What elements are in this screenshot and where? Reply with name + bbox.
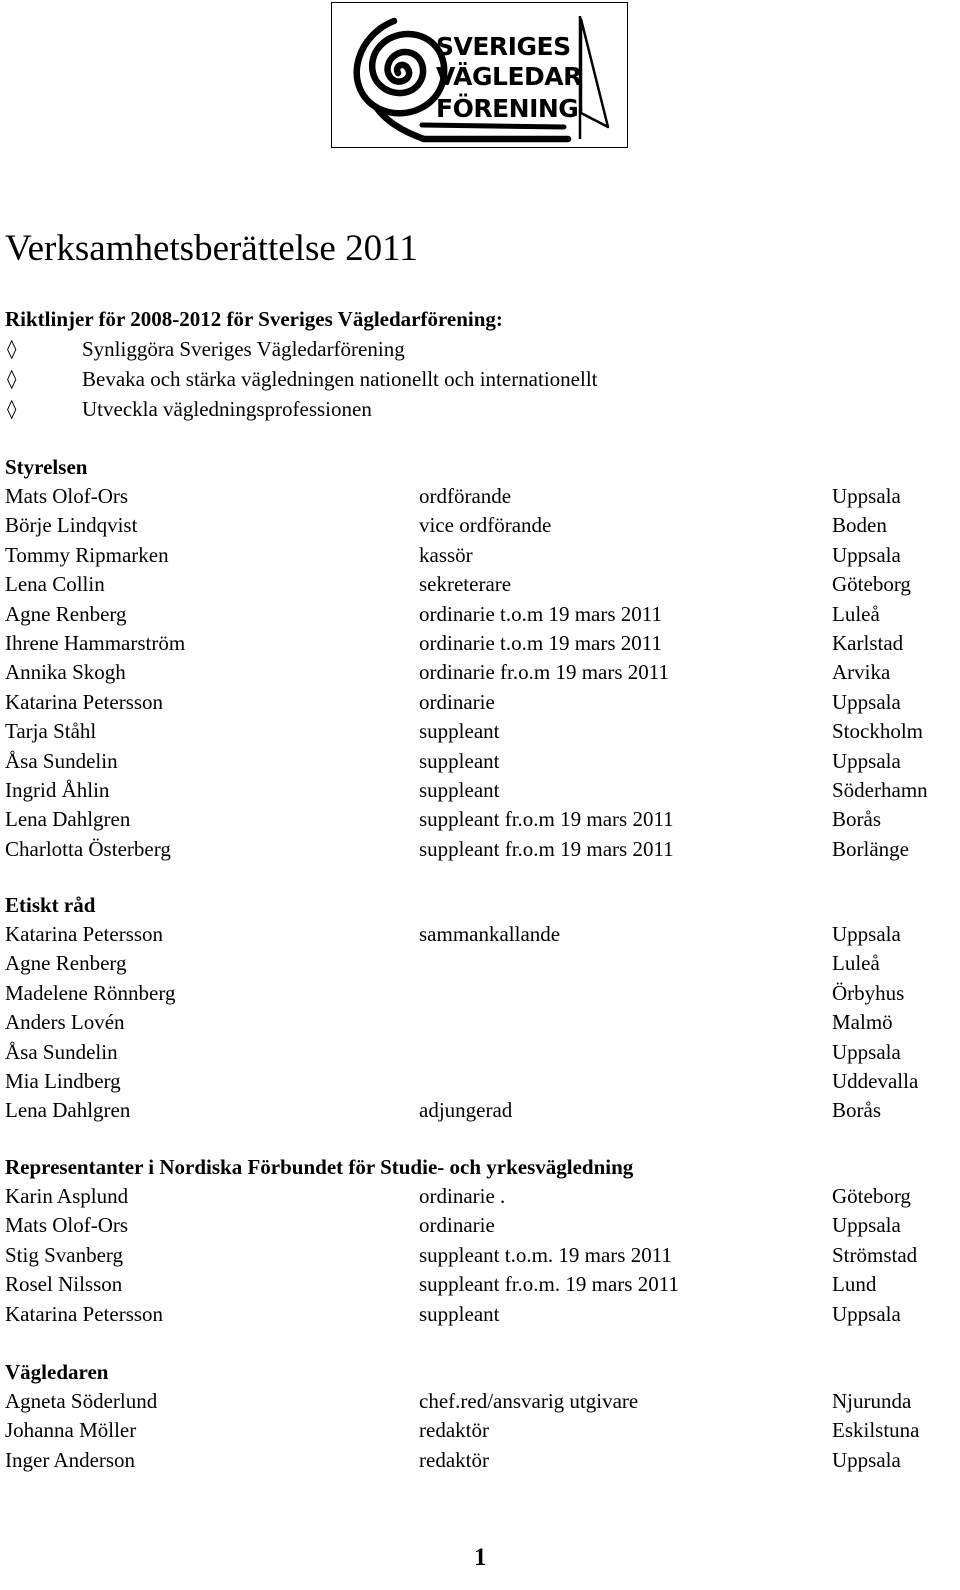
- member-name: Mia Lindberg: [5, 1068, 121, 1093]
- member-city: Uppsala: [832, 1301, 901, 1326]
- table-row: [5, 1067, 955, 1096]
- member-city: Luleå: [832, 601, 880, 626]
- member-name: Mats Olof-Ors: [5, 484, 129, 508]
- list-item-text: Utveckla vägledningsprofessionen: [82, 397, 372, 421]
- member-city: Uppsala: [832, 1039, 901, 1064]
- member-name: Inger Anderson: [5, 1447, 136, 1472]
- table-row: [5, 776, 955, 805]
- member-name: Agne Renberg: [5, 601, 127, 626]
- section-etiskt-rad: [5, 890, 955, 1126]
- member-city: Uppsala: [832, 1213, 901, 1238]
- member-name: Madelene Rönnberg: [5, 980, 176, 1005]
- member-city: Arvika: [832, 660, 891, 685]
- table-row: [5, 541, 955, 570]
- member-name: Agne Renberg: [5, 951, 127, 976]
- member-role: ordinarie fr.o.m 19 mars 2011: [419, 660, 670, 685]
- member-city: Borlänge: [832, 836, 909, 861]
- member-name: Stig Svanberg: [5, 1242, 124, 1267]
- member-city: Uppsala: [832, 542, 901, 567]
- member-role: sammankallande: [419, 922, 561, 946]
- list-item-text: Synliggöra Sveriges Vägledarförening: [82, 337, 405, 361]
- table-row: [5, 1387, 955, 1416]
- table-row: [5, 920, 955, 949]
- member-role: ordförande: [419, 484, 512, 508]
- member-city: Uppsala: [832, 748, 901, 773]
- section-nordiska: [5, 1152, 955, 1329]
- table-row: [5, 570, 955, 599]
- member-name: Charlotta Österberg: [5, 836, 171, 861]
- member-role: suppleant: [419, 719, 500, 744]
- member-role: suppleant fr.o.m. 19 mars 2011: [419, 1272, 679, 1297]
- member-city: Göteborg: [832, 572, 911, 597]
- member-name: Ingrid Åhlin: [5, 777, 110, 802]
- table-row: [5, 511, 955, 540]
- table-row: [5, 1211, 955, 1240]
- member-city: Boden: [832, 513, 887, 538]
- table-row: [5, 717, 955, 746]
- member-name: Åsa Sundelin: [5, 1039, 118, 1064]
- member-city: Söderhamn: [832, 777, 928, 802]
- member-role: ordinarie: [419, 1213, 495, 1238]
- diamond-bullet-icon: ◊: [7, 398, 17, 420]
- member-city: Eskilstuna: [832, 1418, 920, 1443]
- member-name: Ihrene Hammarström: [5, 630, 186, 655]
- member-role: sekreterare: [419, 572, 512, 597]
- logo-line-3: FÖRENING: [436, 94, 579, 123]
- table-row: [5, 1416, 955, 1445]
- list-item-text: Bevaka och stärka vägledningen nationellt och internationellt: [82, 367, 598, 391]
- member-city: Göteborg: [832, 1184, 911, 1208]
- section-heading: Representanter i Nordiska Förbundet för Studie- och yrkesvägledning: [5, 1155, 634, 1179]
- member-name: Lena Dahlgren: [5, 807, 131, 832]
- table-row: [5, 1096, 955, 1125]
- table-row: [5, 1008, 955, 1037]
- member-name: Börje Lindqvist: [5, 513, 138, 538]
- member-city: Uppsala: [832, 1447, 901, 1472]
- member-role: suppleant fr.o.m 19 mars 2011: [419, 807, 674, 832]
- member-name: Anders Lovén: [5, 1010, 125, 1035]
- section-heading: Styrelsen: [5, 455, 88, 479]
- table-row: [5, 1270, 955, 1299]
- member-role: kassör: [419, 542, 473, 567]
- member-city: Lund: [832, 1272, 877, 1297]
- logo: [331, 2, 628, 148]
- guidelines-heading: Riktlinjer för 2008-2012 för Sveriges Vägledarförening:: [5, 307, 503, 331]
- member-city: Borås: [832, 1098, 881, 1123]
- member-city: Uppsala: [832, 689, 901, 714]
- member-name: Johanna Möller: [5, 1418, 137, 1443]
- member-name: Lena Collin: [5, 572, 105, 597]
- member-name: Annika Skogh: [5, 660, 126, 685]
- member-name: Rosel Nilsson: [5, 1272, 123, 1297]
- table-row: [5, 629, 955, 658]
- page-number: 1: [474, 1544, 487, 1571]
- member-role: suppleant: [419, 1301, 500, 1326]
- member-city: Uppsala: [832, 922, 901, 946]
- member-name: Mats Olof-Ors: [5, 1213, 129, 1238]
- member-city: Örbyhus: [832, 980, 905, 1005]
- table-row: [5, 658, 955, 687]
- table-row: [5, 835, 955, 864]
- table-row: [5, 1446, 955, 1475]
- member-role: ordinarie t.o.m 19 mars 2011: [419, 601, 663, 626]
- member-role: adjungerad: [419, 1098, 513, 1123]
- page-title: Verksamhetsberättelse 2011: [5, 228, 418, 269]
- member-role: suppleant t.o.m. 19 mars 2011: [419, 1242, 672, 1267]
- section-styrelsen: [5, 452, 955, 864]
- table-row: [5, 747, 955, 776]
- member-city: Strömstad: [832, 1242, 918, 1267]
- member-role: ordinarie .: [419, 1184, 506, 1208]
- table-row: [5, 600, 955, 629]
- member-name: Agneta Söderlund: [5, 1389, 158, 1413]
- member-role: vice ordförande: [419, 513, 552, 538]
- member-name: Katarina Petersson: [5, 689, 164, 714]
- member-name: Katarina Petersson: [5, 922, 164, 946]
- member-role: redaktör: [419, 1418, 489, 1443]
- member-city: Njurunda: [832, 1389, 912, 1413]
- member-city: Stockholm: [832, 719, 924, 744]
- table-row: [5, 949, 955, 978]
- table-row: [5, 979, 955, 1008]
- member-role: chef.red/ansvarig utgivare: [419, 1389, 639, 1413]
- diamond-bullet-icon: ◊: [7, 338, 17, 360]
- member-city: Borås: [832, 807, 881, 832]
- logo-line-2: VÄGLEDAR: [436, 62, 582, 91]
- table-row: [5, 1182, 955, 1211]
- member-city: Uddevalla: [832, 1068, 919, 1093]
- member-city: Uppsala: [832, 484, 901, 508]
- logo-line-1: SVERIGES: [436, 32, 571, 61]
- section-heading: Etiskt råd: [5, 893, 96, 917]
- table-row: [5, 482, 955, 511]
- table-row: [5, 805, 955, 834]
- member-city: Luleå: [832, 951, 880, 976]
- member-name: Åsa Sundelin: [5, 748, 118, 773]
- table-row: [5, 1300, 955, 1329]
- member-city: Malmö: [832, 1010, 893, 1035]
- member-name: Lena Dahlgren: [5, 1098, 131, 1123]
- member-city: Karlstad: [832, 630, 904, 655]
- table-row: [5, 688, 955, 717]
- member-name: Karin Asplund: [5, 1184, 129, 1208]
- member-role: ordinarie: [419, 689, 495, 714]
- member-role: ordinarie t.o.m 19 mars 2011: [419, 630, 663, 655]
- section-heading: Vägledaren: [5, 1360, 109, 1384]
- section-vagledaren: [5, 1357, 955, 1475]
- diamond-bullet-icon: ◊: [7, 368, 17, 390]
- table-row: [5, 1038, 955, 1067]
- member-name: Tommy Ripmarken: [5, 542, 169, 567]
- member-name: Tarja Ståhl: [5, 719, 97, 744]
- member-role: redaktör: [419, 1447, 489, 1472]
- member-name: Katarina Petersson: [5, 1301, 164, 1326]
- member-role: suppleant: [419, 748, 500, 773]
- table-row: [5, 1241, 955, 1270]
- member-role: suppleant: [419, 777, 500, 802]
- member-role: suppleant fr.o.m 19 mars 2011: [419, 836, 674, 861]
